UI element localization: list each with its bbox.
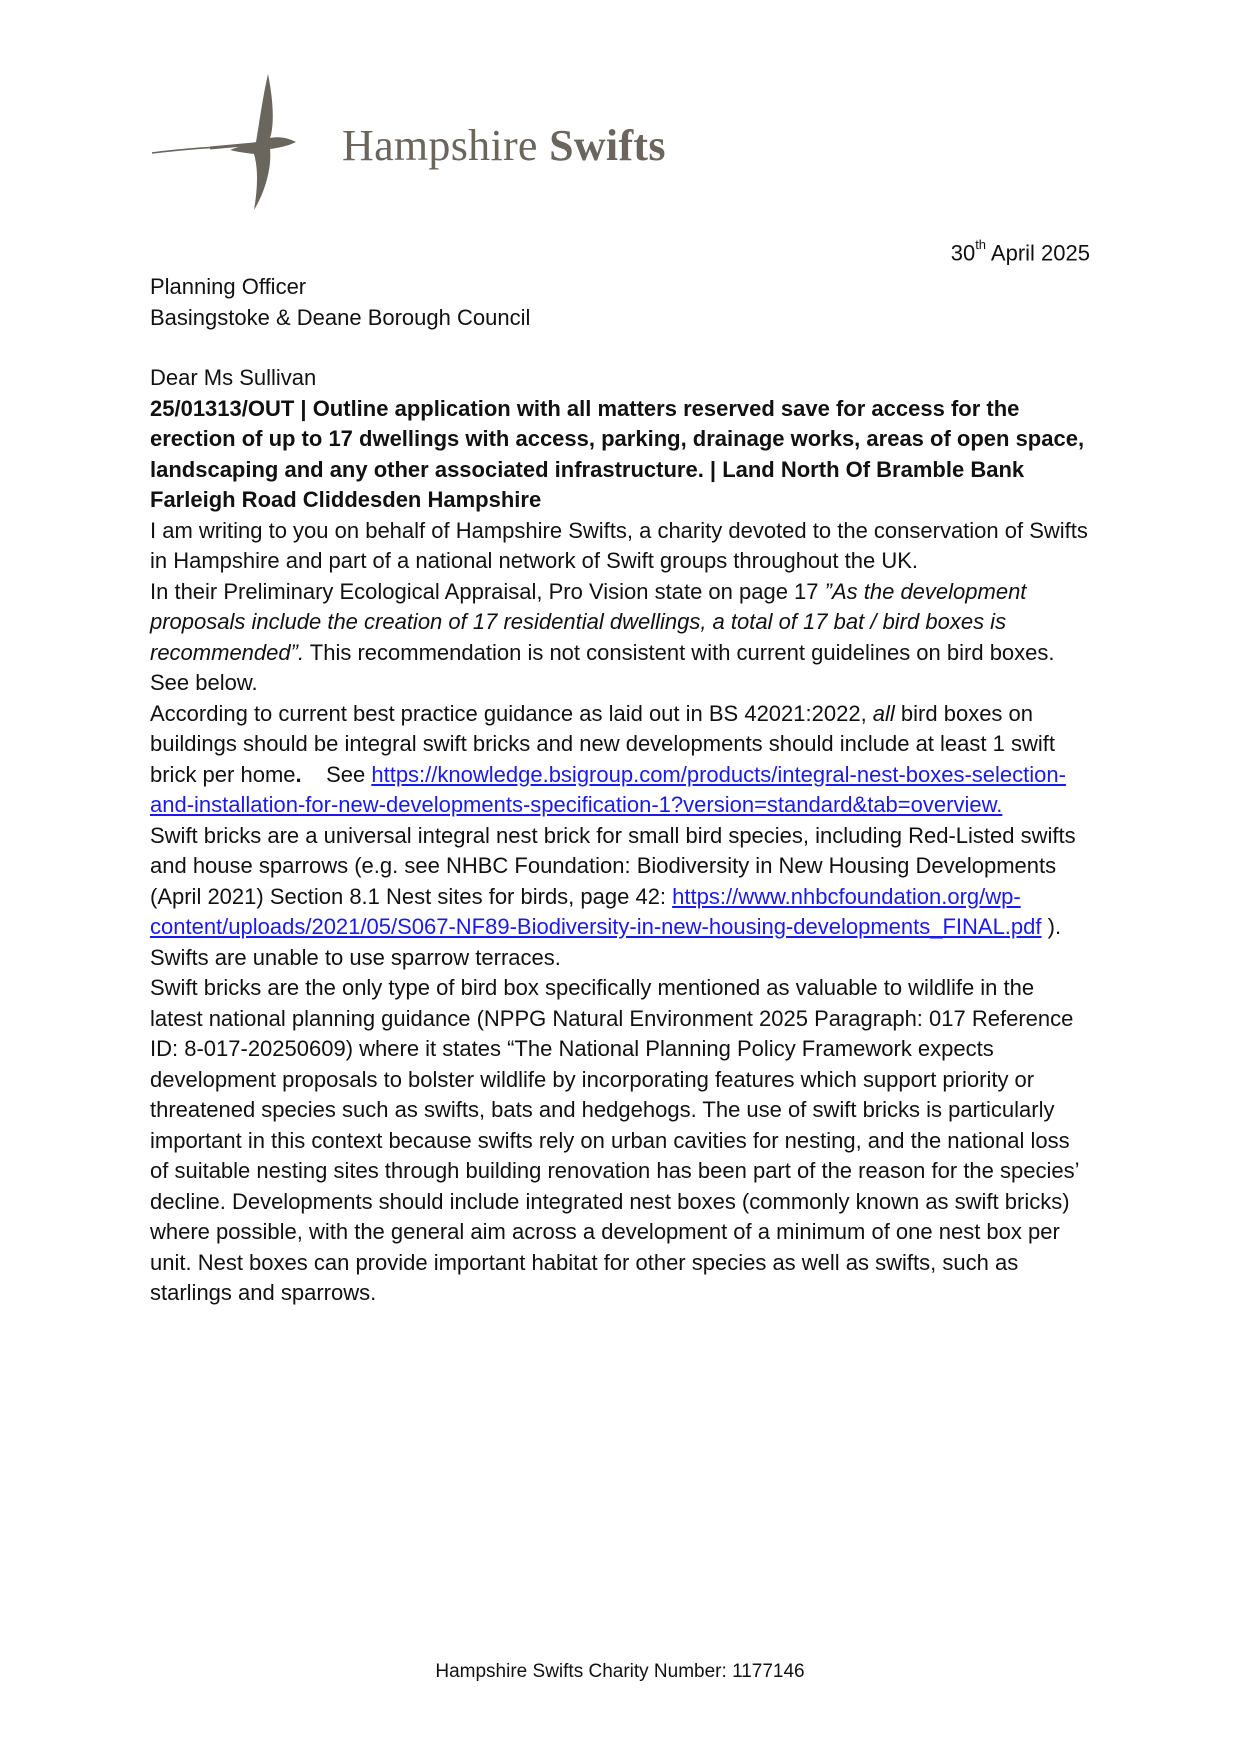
- nhbc-foundation-link[interactable]: https://www.nhbcfoundation.org/wp-content/uploads/2021/05/S067-NF89-Biodiversity-in-new-housing-developments_FINAL.pdf: [150, 883, 1042, 939]
- date-suffix: th: [975, 237, 987, 252]
- recipient-address: [150, 272, 1090, 333]
- guidance-middle: bird boxes on buildings should be integral swift bricks and new developments should include at least 1 swift brick per home: [150, 700, 1055, 787]
- guidance-italic: all: [872, 700, 895, 726]
- swift-bricks-lead: Swift bricks are a universal integral nest brick for small bird species, including Red-Listed swifts and house sparrows (e.g. see NHBC Foundation: Biodiversity in New Housing Developments (April 2021) Section 8.1 Nest sites for birds, page 42:: [150, 822, 1076, 909]
- logo-name-regular: Hampshire: [342, 121, 538, 170]
- paragraph-appraisal: [150, 577, 1090, 699]
- guidance-see: See: [301, 761, 372, 787]
- paragraph-swift-bricks: [150, 821, 1090, 974]
- guidance-bold-dot: .: [295, 761, 302, 787]
- appraisal-tail: This recommendation is not consistent with current guidelines on bird boxes. See below.: [150, 639, 1055, 695]
- appraisal-quote: ”As the development proposals include the creation of 17 residential dwellings, a total of 17 bat / bird boxes is recommended”.: [150, 578, 1027, 665]
- paragraph-nppg: Swift bricks are the only type of bird box specifically mentioned as valuable to wildlife in the latest national planning guidance (NPPG Natural Environment 2025 Paragraph: 017 Reference ID: 8-017-20250609) where it states “The National Planning Policy Framework expects development proposals to bolster wildlife by incorporating features which support priority or threatened species such as swifts, bats and hedgehogs. The use of swift bricks is particularly important in this context because swifts rely on urban cavities for nesting, and the national loss of suitable nesting sites through building renovation has been part of the reason for the species’ decline. Developments should include integrated nest boxes (commonly known as swift bricks) where possible, with the general aim across a development of a minimum of one nest box per unit. Nest boxes can provide important habitat for other species as well as swifts, such as starlings and sparrows.: [150, 975, 1079, 1305]
- paragraph-intro: I am writing to you on behalf of Hampshire Swifts, a charity devoted to the conservation of Swifts in Hampshire and part of a national network of Swift groups throughout the UK.: [150, 517, 1088, 573]
- footer-charity-number: Hampshire Swifts Charity Number: 1177146: [435, 1661, 805, 1682]
- subject-heading: 25/01313/OUT | Outline application with all matters reserved save for access for the erection of up to 17 dwellings with access, parking, drainage works, areas of open space, landscaping and any other associated infrastructure. | Land North Of Bramble Bank Farleigh Road Cliddesden Hampshire: [150, 395, 1085, 512]
- date-month-year: April 2025: [986, 240, 1090, 266]
- guidance-lead: According to current best practice guidance as laid out in BS 42021:2022,: [150, 700, 873, 726]
- bsi-guidance-link[interactable]: https://knowledge.bsigroup.com/products/integral-nest-boxes-selection-and-installation-for-new-developments-specification-1?version=standard&tab=overview.: [150, 761, 1066, 817]
- date-day: 30: [950, 240, 976, 266]
- logo-wordmark: [342, 120, 666, 171]
- hampshire-swifts-logo: [150, 74, 710, 214]
- logo-name-bold: Swifts: [549, 121, 666, 170]
- swift-bricks-tail: ). Swifts are unable to use sparrow terraces.: [150, 914, 1062, 970]
- letter-body: [150, 272, 1090, 1309]
- swift-bird-icon: [150, 74, 340, 214]
- recipient-line-1: Planning Officer: [150, 274, 307, 299]
- recipient-line-2: Basingstoke & Deane Borough Council: [150, 304, 531, 330]
- salutation: Dear Ms Sullivan: [150, 365, 317, 390]
- letter-date: [950, 237, 1090, 266]
- paragraph-guidance: [150, 699, 1090, 821]
- appraisal-lead: In their Preliminary Ecological Appraisal, Pro Vision state on page 17: [150, 578, 825, 604]
